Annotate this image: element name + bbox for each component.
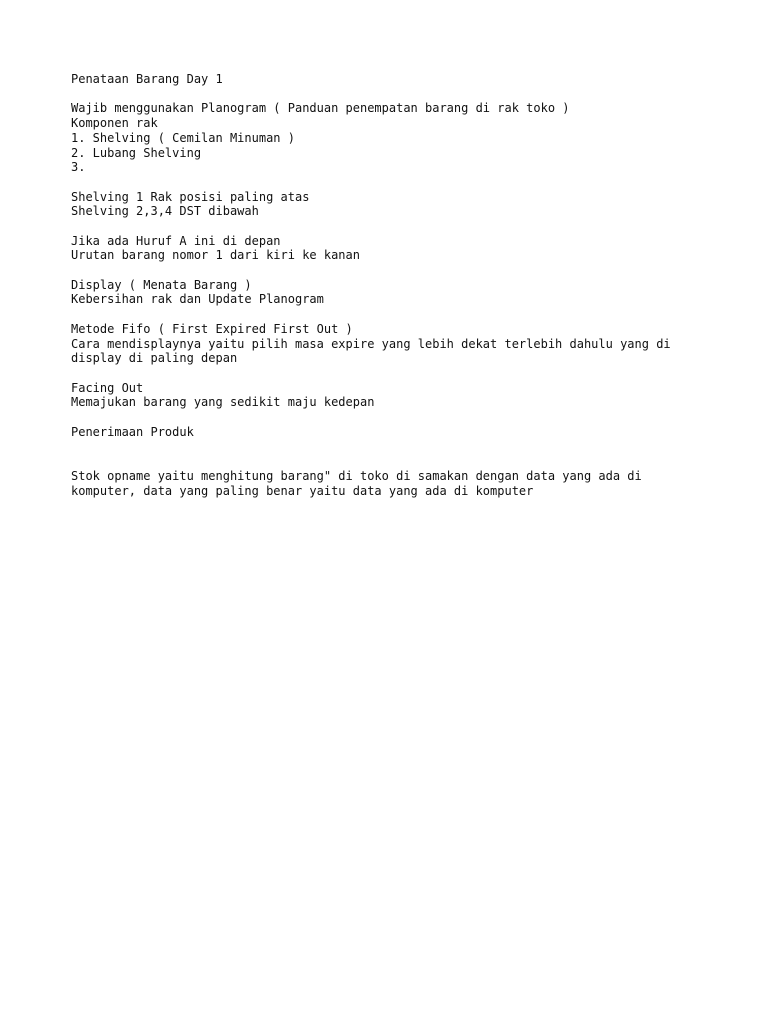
blank-line <box>71 263 731 278</box>
text-line: display di paling depan <box>71 351 238 366</box>
list-item: 1. Shelving ( Cemilan Minuman ) <box>71 130 295 145</box>
text-line: Stok opname yaitu menghitung barang" di toko di samakan dengan data yang ada di <box>71 468 642 483</box>
text-line: komputer, data yang paling benar yaitu data yang ada di komputer <box>71 483 534 498</box>
blank-line <box>71 439 731 454</box>
text-line: Shelving 1 Rak posisi paling atas <box>71 189 310 204</box>
text-line: Shelving 2,3,4 DST dibawah <box>71 204 259 219</box>
list-item: 3. <box>71 160 86 175</box>
text-line: Penerimaan Produk <box>71 424 194 439</box>
blank-line <box>71 175 731 190</box>
text-line: Cara mendisplaynya yaitu pilih masa expire yang lebih dekat terlebih dahulu yang di <box>71 336 671 351</box>
text-line: Urutan barang nomor 1 dari kiri ke kanan <box>71 248 360 263</box>
list-item: 2. Lubang Shelving <box>71 145 202 160</box>
text-line: Memajukan barang yang sedikit maju kedepan <box>71 395 375 410</box>
text-line: Display ( Menata Barang ) <box>71 277 252 292</box>
blank-line <box>71 410 731 425</box>
text-line: Wajib menggunakan Planogram ( Panduan penempatan barang di rak toko ) <box>71 101 570 116</box>
text-line: Komponen rak <box>71 116 158 131</box>
text-line: Facing Out <box>71 380 144 395</box>
blank-line <box>71 87 731 102</box>
document-title: Penataan Barang Day 1 <box>71 72 223 86</box>
blank-line <box>71 307 731 322</box>
blank-line <box>71 366 731 381</box>
text-line: Jika ada Huruf A ini di depan <box>71 233 281 248</box>
document-body <box>71 72 731 498</box>
text-line: Metode Fifo ( First Expired First Out ) <box>71 321 353 336</box>
blank-line <box>71 454 731 469</box>
text-line: Kebersihan rak dan Update Planogram <box>71 292 324 307</box>
blank-line <box>71 219 731 234</box>
